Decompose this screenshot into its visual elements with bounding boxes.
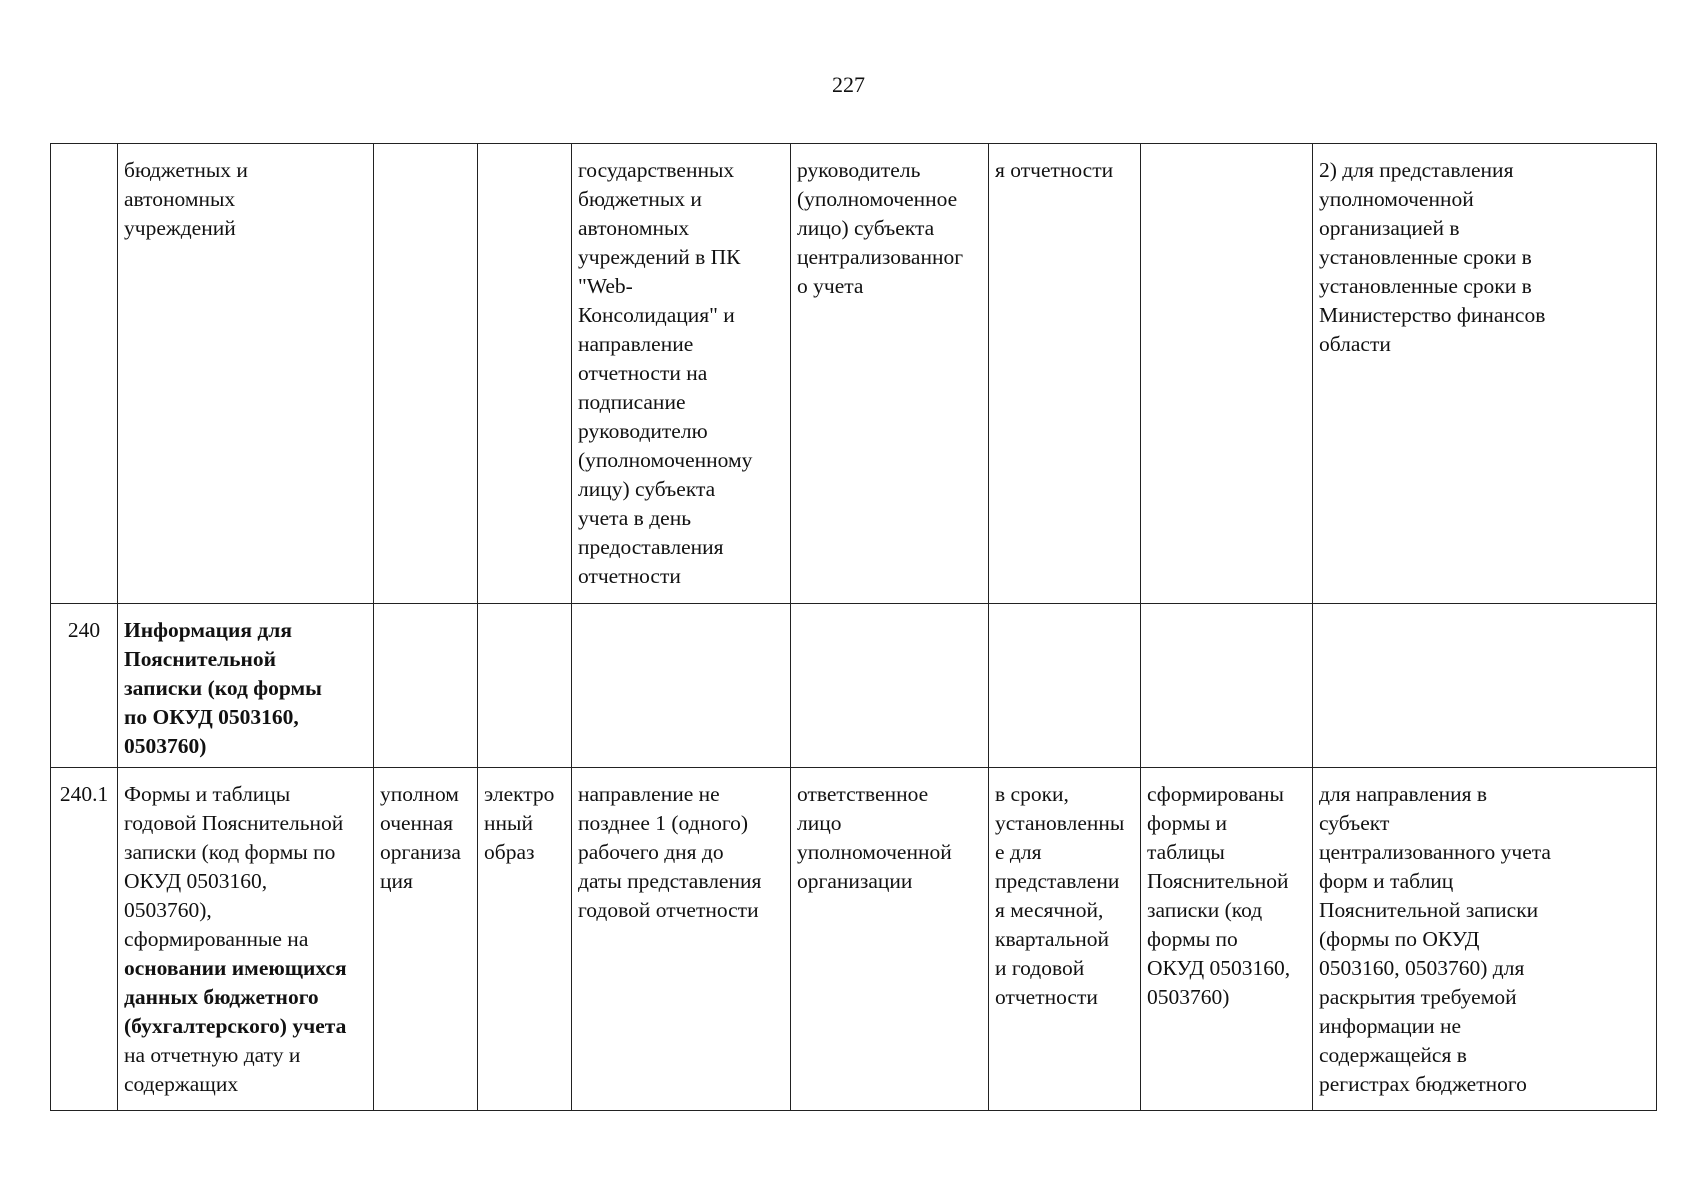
responsible-cell xyxy=(791,604,989,768)
deadline-cell: я отчетности xyxy=(989,144,1141,604)
row-number-cell xyxy=(51,144,118,604)
table-row xyxy=(51,604,1657,768)
executor-cell: уполном оченная организа ция xyxy=(374,768,478,1111)
responsible-cell: ответственное лицо уполномоченной организации xyxy=(791,768,989,1111)
description-cell: бюджетных и автономных учреждений xyxy=(118,144,374,604)
row-number-cell: 240 xyxy=(51,604,118,768)
document-form-cell xyxy=(478,144,572,604)
row-number-cell: 240.1 xyxy=(51,768,118,1111)
procedure-cell xyxy=(572,604,791,768)
section-title-cell: Информация для Пояснительной записки (код формы по ОКУД 0503160, 0503760) xyxy=(118,604,374,768)
deadline-cell xyxy=(989,604,1141,768)
description-cell xyxy=(118,768,374,1111)
procedure-cell: направление не позднее 1 (одного) рабочего дня до даты представления годовой отчетности xyxy=(572,768,791,1111)
purpose-cell: для направления в субъект централизованного учета форм и таблиц Пояснительной записки (формы по ОКУД 0503160, 0503760) для раскрытия требуемой информации не содержащейся в регистрах бюджетного xyxy=(1313,768,1657,1111)
result-cell: сформированы формы и таблицы Пояснительной записки (код формы по ОКУД 0503160, 0503760) xyxy=(1141,768,1313,1111)
page-number: 227 xyxy=(832,72,865,97)
procedure-table xyxy=(50,143,1657,1111)
document-form-cell xyxy=(478,604,572,768)
result-cell xyxy=(1141,144,1313,604)
table-row xyxy=(51,768,1657,1111)
procedure-cell: государственных бюджетных и автономных учреждений в ПК "Web- Консолидация" и направление отчетности на подписание руководителю (уполномоченному лицу) субъекта учета в день предоставления отчетности xyxy=(572,144,791,604)
description-tail-text: на отчетную дату и содержащих xyxy=(124,1043,301,1096)
table-row xyxy=(51,144,1657,604)
executor-cell xyxy=(374,604,478,768)
description-bold-text: основании имеющихся данных бюджетного (бухгалтерского) учета xyxy=(124,956,347,1038)
result-cell xyxy=(1141,604,1313,768)
responsible-cell: руководитель (уполномоченное лицо) субъекта централизованног о учета xyxy=(791,144,989,604)
purpose-cell xyxy=(1313,604,1657,768)
executor-cell xyxy=(374,144,478,604)
description-text: Формы и таблицы годовой Пояснительной записки (код формы по ОКУД 0503160, 0503760), сформированные на xyxy=(124,782,344,951)
document-form-cell: электро нный образ xyxy=(478,768,572,1111)
deadline-cell: в сроки, установленны е для представлени я месячной, квартальной и годовой отчетности xyxy=(989,768,1141,1111)
purpose-cell: 2) для представления уполномоченной организацией в установленные сроки в установленные сроки в Министерство финансов области xyxy=(1313,144,1657,604)
